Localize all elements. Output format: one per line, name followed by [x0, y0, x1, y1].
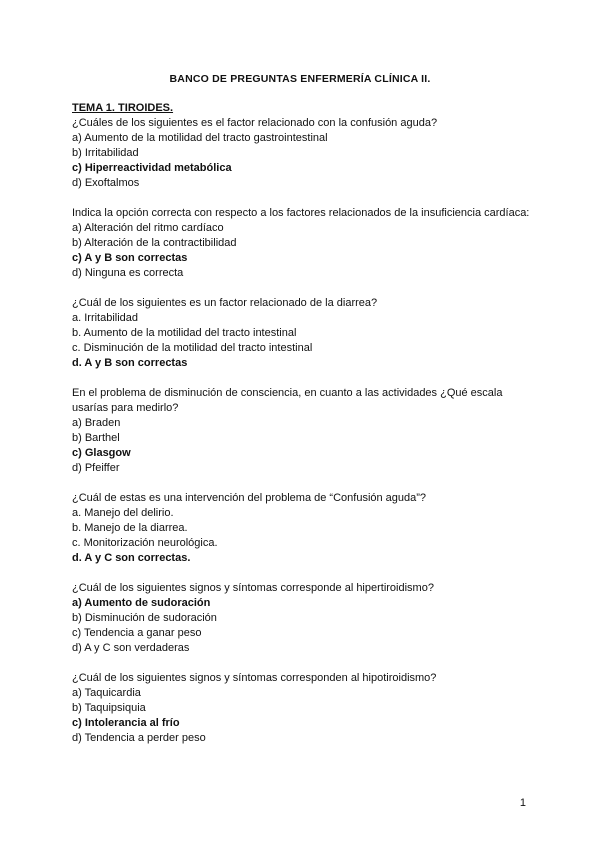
answer-option: a. Manejo del delirio. — [72, 507, 174, 519]
answer-option: d) Ninguna es correcta — [72, 267, 184, 279]
question-block — [72, 581, 532, 656]
answer-option: a) Alteración del ritmo cardíaco — [72, 222, 224, 234]
question-text: ¿Cuál de los siguientes es un factor relacionado de la diarrea? — [72, 297, 378, 309]
correct-answer-option: a) Aumento de sudoración — [72, 597, 211, 609]
document-title: BANCO DE PREGUNTAS ENFERMERÍA CLÍNICA II. — [169, 73, 431, 85]
correct-answer-option: d. A y B son correctas — [72, 357, 188, 369]
answer-option: b) Irritabilidad — [72, 147, 139, 159]
question-block — [72, 671, 532, 746]
question-text: Indica la opción correcta con respecto a los factores relacionados de la insuficiencia cardíaca: — [72, 207, 530, 219]
question-text: ¿Cuál de estas es una intervención del problema de “Confusión aguda”? — [72, 492, 427, 504]
answer-option: d) Pfeiffer — [72, 462, 120, 474]
question-text: ¿Cuál de los siguientes signos y síntomas corresponde al hipertiroidismo? — [72, 582, 434, 594]
question-text: En el problema de disminución de consciencia, en cuanto a las actividades ¿Qué escala usarías para medirlo? — [72, 387, 503, 414]
answer-option: a. Irritabilidad — [72, 312, 139, 324]
answer-option: b) Barthel — [72, 432, 120, 444]
answer-option: b. Manejo de la diarrea. — [72, 522, 188, 534]
answer-option: b) Taquipsiquia — [72, 702, 146, 714]
question-block — [72, 386, 532, 476]
question-text: ¿Cuál de los siguientes signos y síntomas corresponden al hipotiroidismo? — [72, 672, 437, 684]
answer-option: d) A y C son verdaderas — [72, 642, 190, 654]
topic-heading: TEMA 1. TIROIDES. — [72, 102, 174, 114]
question-text: ¿Cuáles de los siguientes es el factor relacionado con la confusión aguda? — [72, 117, 438, 129]
answer-option: c) Tendencia a ganar peso — [72, 627, 202, 639]
answer-option: c. Disminución de la motilidad del tracto intestinal — [72, 342, 313, 354]
document-content — [72, 101, 532, 761]
question-block — [72, 206, 532, 281]
answer-option: d) Tendencia a perder peso — [72, 732, 206, 744]
answer-option: b. Aumento de la motilidad del tracto intestinal — [72, 327, 297, 339]
answer-option: b) Disminución de sudoración — [72, 612, 217, 624]
correct-answer-option: c) A y B son correctas — [72, 252, 188, 264]
answer-option: d) Exoftalmos — [72, 177, 140, 189]
correct-answer-option: c) Intolerancia al frío — [72, 717, 180, 729]
question-block — [72, 296, 532, 371]
answer-option: c. Monitorización neurológica. — [72, 537, 218, 549]
answer-option: a) Taquicardia — [72, 687, 141, 699]
page-number: 1 — [519, 797, 526, 809]
question-block — [72, 491, 532, 566]
answer-option: a) Aumento de la motilidad del tracto gastrointestinal — [72, 132, 328, 144]
correct-answer-option: c) Glasgow — [72, 447, 131, 459]
answer-option: a) Braden — [72, 417, 121, 429]
question-block — [72, 116, 532, 191]
correct-answer-option: d. A y C son correctas. — [72, 552, 191, 564]
answer-option: b) Alteración de la contractibilidad — [72, 237, 237, 249]
correct-answer-option: c) Hiperreactividad metabólica — [72, 162, 232, 174]
